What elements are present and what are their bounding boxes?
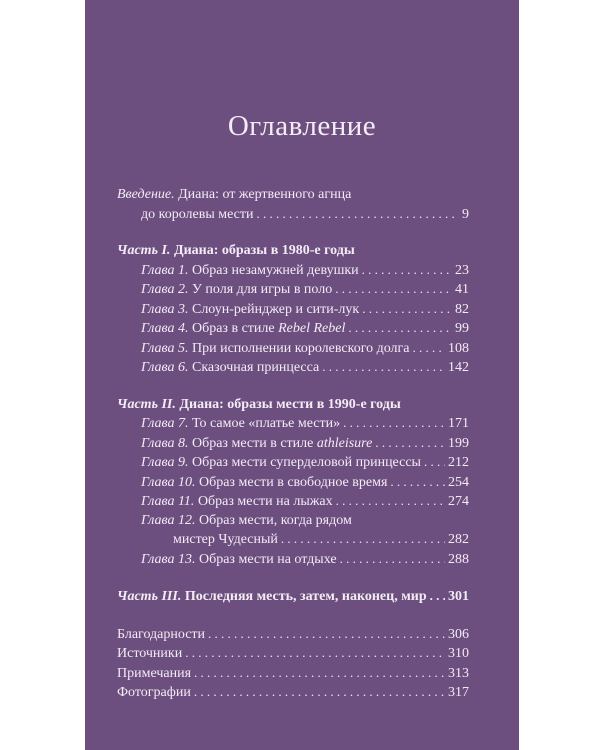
page-number: 310	[448, 646, 469, 661]
dot-leader	[257, 205, 460, 225]
dot-leader	[390, 473, 445, 493]
chapter-title: То самое «платье мести»	[191, 416, 341, 431]
page-number: 171	[448, 416, 469, 431]
chapter-title: Образ мести на отдыхе	[198, 551, 337, 567]
toc-chapter-10[interactable]	[117, 473, 469, 493]
toc-back-4[interactable]	[117, 683, 469, 703]
dot-leader	[194, 683, 445, 703]
dot-leader	[362, 261, 452, 281]
dot-leader	[430, 587, 445, 607]
toc-part-3[interactable]	[117, 587, 469, 607]
dot-leader	[348, 319, 452, 339]
dot-leader	[424, 453, 445, 473]
toc-chapter-6[interactable]	[117, 358, 469, 378]
toc-back-3[interactable]	[117, 664, 469, 684]
page-number: 274	[448, 494, 469, 509]
chapter-title-italic: Rebel Rebel	[278, 321, 346, 336]
page-number: 254	[448, 474, 469, 490]
chapter-label: Глава 2.	[141, 282, 189, 297]
chapter-title: При исполнении королевского долга	[191, 340, 410, 356]
book-page	[85, 0, 519, 750]
dot-leader	[322, 358, 445, 378]
page-number: 317	[448, 685, 469, 700]
toc-part-1[interactable]	[117, 242, 469, 261]
toc-intro-title-cont: до королевы мести	[141, 206, 254, 222]
table-of-contents	[117, 186, 469, 703]
part-label: Часть I.	[117, 243, 171, 258]
toc-part-2[interactable]	[117, 396, 469, 415]
toc-intro-label: Введение.	[117, 187, 175, 202]
dot-leader	[375, 434, 445, 454]
page-number: 313	[448, 665, 469, 681]
chapter-title: У поля для игры в поло	[191, 282, 333, 297]
toc-intro-title: Диана: от жертвенного агнца	[178, 187, 352, 202]
back-matter-title: Фотографии	[117, 685, 191, 700]
chapter-title: Образ мести в стиле	[191, 435, 314, 451]
page-number: 142	[448, 360, 469, 375]
chapter-label: Глава 10.	[141, 474, 196, 490]
chapter-title: Образ мести, когда рядом	[198, 512, 352, 528]
chapter-label: Глава 12.	[141, 512, 196, 528]
toc-chapter-11[interactable]	[117, 492, 469, 512]
toc-chapter-2[interactable]	[117, 280, 469, 300]
chapter-title: Образ мести в свободное время	[198, 474, 388, 490]
dot-leader	[362, 300, 452, 320]
chapter-title: Сказочная принцесса	[191, 360, 320, 375]
part-label: Часть III.	[117, 589, 182, 604]
part-title: Диана: образы в 1980-е годы	[173, 243, 355, 258]
page-number: 108	[448, 340, 469, 356]
chapter-label: Глава 1.	[141, 262, 189, 278]
dot-leader	[412, 339, 445, 359]
page-number: 288	[448, 551, 469, 567]
chapter-title: Образ незамужней девушки	[191, 262, 359, 278]
page-number: 306	[448, 626, 469, 642]
dot-leader	[185, 644, 445, 664]
back-matter-title: Источники	[117, 646, 183, 661]
chapter-label: Глава 9.	[141, 455, 189, 470]
page-number: 282	[448, 532, 469, 547]
chapter-title: Образ мести на лыжах	[197, 494, 333, 509]
chapter-label: Глава 5.	[141, 340, 189, 356]
part-title: Последняя месть, затем, наконец, мир	[184, 589, 427, 604]
toc-back-1[interactable]	[117, 625, 469, 645]
page-number: 23	[455, 262, 469, 278]
chapter-title-cont: мистер Чудесный	[173, 532, 278, 547]
page-number: 9	[462, 206, 469, 222]
part-title: Диана: образы мести в 1990-е годы	[179, 396, 401, 412]
chapter-label: Глава 6.	[141, 360, 189, 375]
back-matter-title: Благодарности	[117, 626, 206, 642]
toc-chapter-3[interactable]	[117, 300, 469, 320]
chapter-label: Глава 7.	[141, 416, 189, 431]
chapter-title: Слоун-рейнджер и сити-лук	[191, 301, 360, 317]
page-number: 82	[455, 301, 469, 317]
dot-leader	[208, 625, 445, 645]
toc-intro-line2[interactable]	[117, 205, 469, 225]
toc-intro-line1[interactable]	[117, 186, 469, 205]
dot-leader	[336, 492, 445, 512]
page-number: 212	[448, 455, 469, 470]
page-number: 99	[455, 321, 469, 336]
chapter-title-italic: athleisure	[316, 435, 373, 451]
dot-leader	[335, 280, 452, 300]
toc-chapter-12-line2[interactable]	[117, 530, 469, 550]
dot-leader	[194, 664, 445, 684]
dot-leader	[343, 414, 445, 434]
toc-chapter-12-line1[interactable]	[117, 512, 469, 531]
page-number: 301	[448, 589, 469, 604]
back-matter-title: Примечания	[117, 665, 192, 681]
toc-chapter-9[interactable]	[117, 453, 469, 473]
toc-chapter-4[interactable]	[117, 319, 469, 339]
dot-leader	[281, 530, 445, 550]
toc-chapter-8[interactable]	[117, 434, 469, 454]
chapter-label: Глава 11.	[141, 494, 195, 509]
chapter-title: Образ в стиле	[191, 321, 275, 336]
toc-chapter-13[interactable]	[117, 550, 469, 570]
toc-chapter-7[interactable]	[117, 414, 469, 434]
page-title: Оглавление	[227, 110, 377, 142]
chapter-label: Глава 8.	[141, 435, 189, 451]
toc-chapter-1[interactable]	[117, 261, 469, 281]
dot-leader	[340, 550, 445, 570]
chapter-label: Глава 4.	[141, 321, 189, 336]
toc-back-2[interactable]	[117, 644, 469, 664]
page-number: 41	[455, 282, 469, 297]
page-number: 199	[448, 435, 469, 451]
toc-chapter-5[interactable]	[117, 339, 469, 359]
part-label: Часть II.	[117, 396, 176, 412]
chapter-label: Глава 13.	[141, 551, 196, 567]
chapter-title: Образ мести суперделовой принцессы	[191, 455, 421, 470]
chapter-label: Глава 3.	[141, 301, 189, 317]
